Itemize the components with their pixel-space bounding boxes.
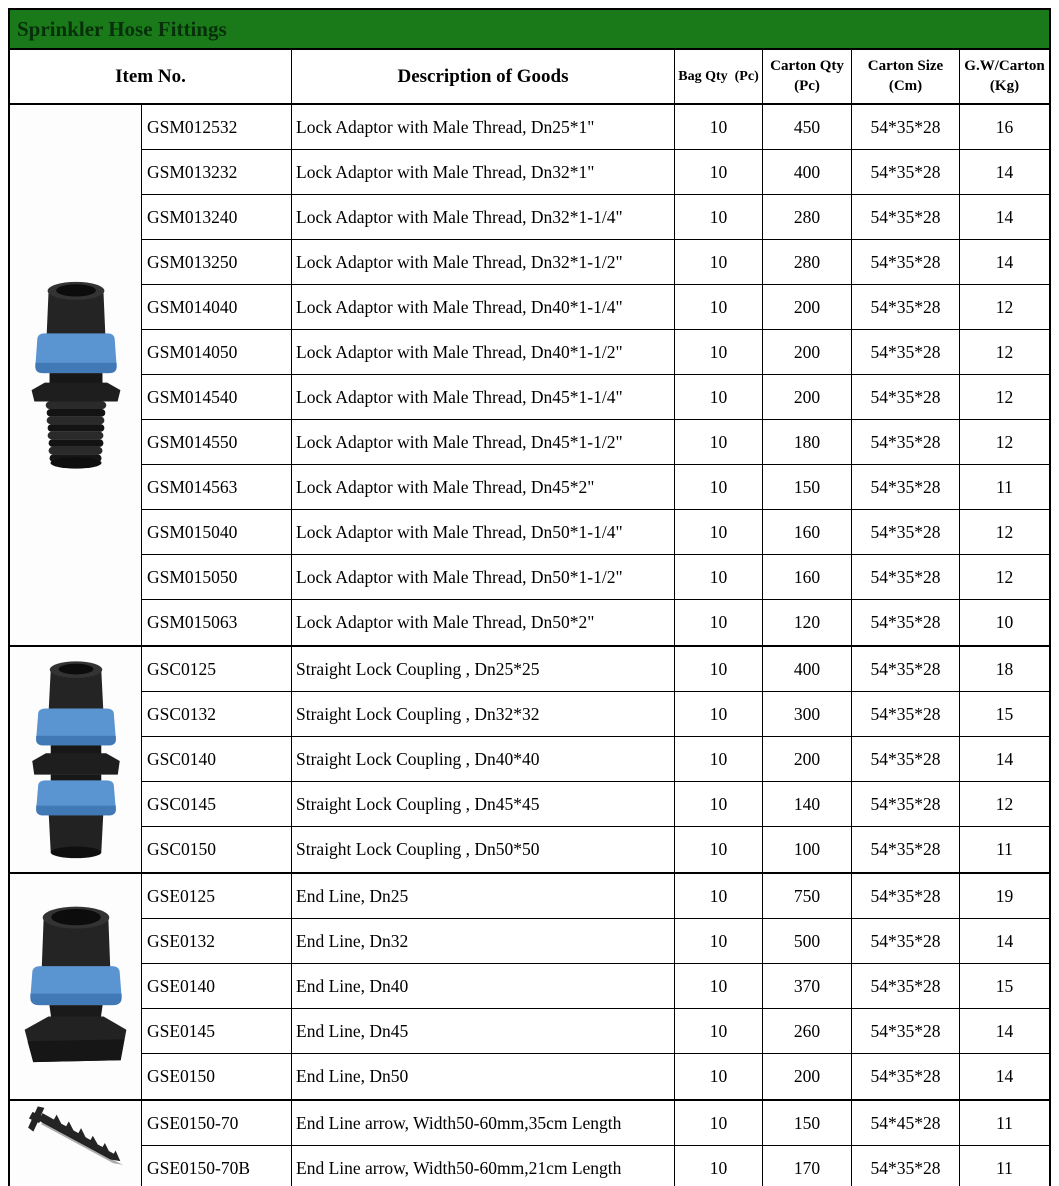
bag-qty-cell: 10 [675, 465, 763, 509]
gw-carton-cell: 14 [995, 930, 1014, 951]
table-row [142, 150, 1049, 195]
carton-qty-cell: 160 [763, 510, 852, 554]
gw-carton-cell: 15 [995, 975, 1014, 996]
header-gw-line2: (Kg) [989, 77, 1020, 94]
carton-qty-cell: 120 [763, 600, 852, 645]
table-row [142, 1146, 1049, 1186]
carton-qty-cell: 180 [763, 420, 852, 464]
header-carton-qty-line2: (Pc) [794, 77, 820, 94]
lock-adaptor-with-male-thread-photo [10, 105, 142, 645]
table-row [142, 874, 1049, 919]
carton-qty-cell: 200 [763, 330, 852, 374]
carton-size-cell: 54*35*28 [852, 105, 960, 149]
carton-size-cell: 54*35*28 [852, 827, 960, 872]
header-carton-size-line1: Carton Size [867, 58, 944, 74]
carton-size-cell: 54*35*28 [852, 964, 960, 1008]
description-cell: Lock Adaptor with Male Thread, Dn50*1-1/4" [292, 510, 675, 554]
description-cell: Lock Adaptor with Male Thread, Dn40*1-1/4" [292, 285, 675, 329]
carton-size-cell: 54*35*28 [852, 240, 960, 284]
table-row [142, 647, 1049, 692]
gw-carton-cell: 12 [995, 296, 1014, 317]
end-line-arrow-image [15, 1105, 137, 1186]
item-no-cell: GSM013250 [142, 240, 292, 284]
description-cell: Lock Adaptor with Male Thread, Dn25*1" [292, 105, 675, 149]
carton-size-cell: 54*35*28 [852, 647, 960, 691]
section-end-line-arrow [10, 1101, 1049, 1186]
bag-qty-cell: 10 [675, 874, 763, 918]
table-row [142, 285, 1049, 330]
description-cell: End Line, Dn50 [292, 1054, 675, 1099]
table-row [142, 737, 1049, 782]
carton-qty-cell: 200 [763, 375, 852, 419]
bag-qty-cell: 10 [675, 919, 763, 963]
carton-qty-cell: 170 [763, 1146, 852, 1186]
gw-carton-cell: 11 [996, 1112, 1013, 1133]
item-no-cell: GSE0145 [142, 1009, 292, 1053]
carton-qty-cell: 260 [763, 1009, 852, 1053]
item-no-cell: GSC0132 [142, 692, 292, 736]
carton-size-cell: 54*35*28 [852, 555, 960, 599]
carton-size-cell: 54*35*28 [852, 692, 960, 736]
gw-carton-cell: 12 [995, 566, 1014, 587]
gw-carton-cell: 11 [996, 1158, 1013, 1178]
bag-qty-cell: 10 [675, 420, 763, 464]
item-no-cell: GSC0125 [142, 647, 292, 691]
description-cell: Straight Lock Coupling , Dn25*25 [292, 647, 675, 691]
description-cell: End Line, Dn40 [292, 964, 675, 1008]
item-no-cell: GSE0132 [142, 919, 292, 963]
gw-carton-cell: 12 [995, 521, 1014, 542]
bag-qty-cell: 10 [675, 600, 763, 645]
carton-size-cell: 54*35*28 [852, 420, 960, 464]
item-no-cell: GSE0150-70 [142, 1101, 292, 1145]
carton-qty-cell: 500 [763, 919, 852, 963]
section-lock-adaptor [10, 105, 1049, 647]
description-cell: Lock Adaptor with Male Thread, Dn45*2" [292, 465, 675, 509]
table-row [142, 375, 1049, 420]
gw-carton-cell: 12 [995, 341, 1014, 362]
item-no-cell: GSE0140 [142, 964, 292, 1008]
straight-lock-coupling-photo [10, 647, 142, 872]
carton-size-cell: 54*35*28 [852, 782, 960, 826]
item-no-cell: GSM015063 [142, 600, 292, 645]
gw-carton-cell: 14 [995, 206, 1014, 227]
description-cell: Straight Lock Coupling , Dn45*45 [292, 782, 675, 826]
item-no-cell: GSE0150-70B [142, 1146, 292, 1186]
bag-qty-cell: 10 [675, 1146, 763, 1186]
gw-carton-cell: 12 [995, 431, 1014, 452]
item-no-cell: GSM015050 [142, 555, 292, 599]
bag-qty-cell: 10 [675, 692, 763, 736]
item-no-cell: GSE0125 [142, 874, 292, 918]
bag-qty-cell: 10 [675, 195, 763, 239]
header-description: Description of Goods [292, 50, 675, 103]
header-item-no: Item No. [10, 50, 292, 103]
carton-size-cell: 54*35*28 [852, 465, 960, 509]
carton-qty-cell: 400 [763, 150, 852, 194]
item-no-cell: GSM014540 [142, 375, 292, 419]
fittings-table [8, 8, 1051, 1186]
bag-qty-cell: 10 [675, 375, 763, 419]
table-row [142, 465, 1049, 510]
bag-qty-cell: 10 [675, 510, 763, 554]
carton-qty-cell: 280 [763, 240, 852, 284]
bag-qty-cell: 10 [675, 647, 763, 691]
end-line-photo [10, 874, 142, 1099]
description-cell: Straight Lock Coupling , Dn40*40 [292, 737, 675, 781]
description-cell: End Line, Dn32 [292, 919, 675, 963]
description-cell: Lock Adaptor with Male Thread, Dn32*1-1/4" [292, 195, 675, 239]
table-row [142, 1101, 1049, 1146]
item-no-cell: GSM014563 [142, 465, 292, 509]
item-no-cell: GSC0145 [142, 782, 292, 826]
bag-qty-cell: 10 [675, 555, 763, 599]
carton-qty-cell: 300 [763, 692, 852, 736]
item-no-cell: GSM014050 [142, 330, 292, 374]
carton-size-cell: 54*45*28 [852, 1101, 960, 1145]
bag-qty-cell: 10 [675, 964, 763, 1008]
gw-carton-cell: 14 [995, 161, 1014, 182]
gw-carton-cell: 14 [995, 748, 1014, 769]
gw-carton-cell: 19 [995, 885, 1014, 906]
description-cell: Lock Adaptor with Male Thread, Dn45*1-1/4" [292, 375, 675, 419]
table-row [142, 600, 1049, 645]
carton-qty-cell: 370 [763, 964, 852, 1008]
carton-qty-cell: 100 [763, 827, 852, 872]
end-line-image [18, 898, 134, 1076]
item-no-cell: GSM014040 [142, 285, 292, 329]
carton-size-cell: 54*35*28 [852, 737, 960, 781]
gw-carton-cell: 15 [995, 703, 1014, 724]
table-row [142, 1054, 1049, 1099]
description-cell: Lock Adaptor with Male Thread, Dn32*1" [292, 150, 675, 194]
bag-qty-cell: 10 [675, 1101, 763, 1145]
carton-size-cell: 54*35*28 [852, 919, 960, 963]
gw-carton-cell: 14 [995, 251, 1014, 272]
gw-carton-cell: 12 [995, 386, 1014, 407]
bag-qty-cell: 10 [675, 827, 763, 872]
section-straight-lock-coupling [10, 647, 1049, 874]
carton-size-cell: 54*35*28 [852, 1146, 960, 1186]
header-bag-qty: Bag Qty (Pc) [675, 50, 763, 103]
header-gw-line1: G.W/Carton [964, 58, 1045, 74]
header-carton-qty-line1: Carton Qty [770, 58, 844, 74]
table-row [142, 919, 1049, 964]
section-rows [142, 647, 1049, 872]
bag-qty-cell: 10 [675, 737, 763, 781]
gw-carton-cell: 16 [995, 116, 1014, 137]
description-cell: Lock Adaptor with Male Thread, Dn40*1-1/2" [292, 330, 675, 374]
gw-carton-cell: 14 [995, 1066, 1014, 1086]
table-row [142, 1009, 1049, 1054]
table-row [142, 330, 1049, 375]
description-cell: Lock Adaptor with Male Thread, Dn50*1-1/2" [292, 555, 675, 599]
bag-qty-cell: 10 [675, 330, 763, 374]
carton-qty-cell: 750 [763, 874, 852, 918]
table-row [142, 105, 1049, 150]
item-no-cell: GSC0140 [142, 737, 292, 781]
description-cell: End Line, Dn45 [292, 1009, 675, 1053]
carton-qty-cell: 150 [763, 1101, 852, 1145]
item-no-cell: GSM015040 [142, 510, 292, 554]
table-row [142, 195, 1049, 240]
header-carton-qty [763, 50, 852, 103]
table-row [142, 827, 1049, 872]
table-row [142, 782, 1049, 827]
straight-lock-coupling-image [22, 656, 130, 864]
bag-qty-cell: 10 [675, 240, 763, 284]
description-cell: End Line, Dn25 [292, 874, 675, 918]
gw-carton-cell: 11 [996, 476, 1013, 497]
bag-qty-cell: 10 [675, 782, 763, 826]
gw-carton-cell: 18 [995, 658, 1014, 679]
bag-qty-cell: 10 [675, 105, 763, 149]
gw-carton-cell: 11 [996, 839, 1013, 859]
item-no-cell: GSC0150 [142, 827, 292, 872]
table-header [10, 50, 1049, 105]
carton-size-cell: 54*35*28 [852, 375, 960, 419]
carton-qty-cell: 160 [763, 555, 852, 599]
item-no-cell: GSM012532 [142, 105, 292, 149]
description-cell: Lock Adaptor with Male Thread, Dn45*1-1/2" [292, 420, 675, 464]
item-no-cell: GSM013240 [142, 195, 292, 239]
carton-size-cell: 54*35*28 [852, 1009, 960, 1053]
carton-qty-cell: 150 [763, 465, 852, 509]
item-no-cell: GSM014550 [142, 420, 292, 464]
carton-qty-cell: 140 [763, 782, 852, 826]
bag-qty-cell: 10 [675, 285, 763, 329]
carton-qty-cell: 450 [763, 105, 852, 149]
section-rows [142, 874, 1049, 1099]
header-gw-carton [960, 50, 1049, 103]
table-title: Sprinkler Hose Fittings [10, 10, 1049, 50]
carton-size-cell: 54*35*28 [852, 1054, 960, 1099]
carton-qty-cell: 200 [763, 285, 852, 329]
carton-qty-cell: 200 [763, 737, 852, 781]
carton-qty-cell: 280 [763, 195, 852, 239]
bag-qty-cell: 10 [675, 150, 763, 194]
carton-size-cell: 54*35*28 [852, 150, 960, 194]
end-line-arrow-photo [10, 1101, 142, 1186]
lock-adaptor-image [24, 275, 128, 475]
header-carton-size [852, 50, 960, 103]
table-row [142, 510, 1049, 555]
section-end-line [10, 874, 1049, 1101]
gw-carton-cell: 14 [995, 1020, 1014, 1041]
carton-size-cell: 54*35*28 [852, 874, 960, 918]
table-row [142, 964, 1049, 1009]
header-carton-size-line2: (Cm) [888, 77, 923, 94]
description-cell: Lock Adaptor with Male Thread, Dn50*2" [292, 600, 675, 645]
carton-qty-cell: 400 [763, 647, 852, 691]
carton-size-cell: 54*35*28 [852, 600, 960, 645]
carton-size-cell: 54*35*28 [852, 510, 960, 554]
description-cell: End Line arrow, Width50-60mm,35cm Length [292, 1101, 675, 1145]
item-no-cell: GSM013232 [142, 150, 292, 194]
carton-qty-cell: 200 [763, 1054, 852, 1099]
carton-size-cell: 54*35*28 [852, 195, 960, 239]
description-cell: Lock Adaptor with Male Thread, Dn32*1-1/2" [292, 240, 675, 284]
table-row [142, 420, 1049, 465]
item-no-cell: GSE0150 [142, 1054, 292, 1099]
table-row [142, 555, 1049, 600]
section-rows [142, 105, 1049, 645]
gw-carton-cell: 10 [995, 612, 1014, 632]
bag-qty-cell: 10 [675, 1054, 763, 1099]
description-cell: Straight Lock Coupling , Dn32*32 [292, 692, 675, 736]
gw-carton-cell: 12 [995, 793, 1014, 814]
description-cell: Straight Lock Coupling , Dn50*50 [292, 827, 675, 872]
table-row [142, 240, 1049, 285]
section-rows [142, 1101, 1049, 1186]
table-row [142, 692, 1049, 737]
carton-size-cell: 54*35*28 [852, 285, 960, 329]
bag-qty-cell: 10 [675, 1009, 763, 1053]
description-cell: End Line arrow, Width50-60mm,21cm Length [292, 1146, 675, 1186]
carton-size-cell: 54*35*28 [852, 330, 960, 374]
